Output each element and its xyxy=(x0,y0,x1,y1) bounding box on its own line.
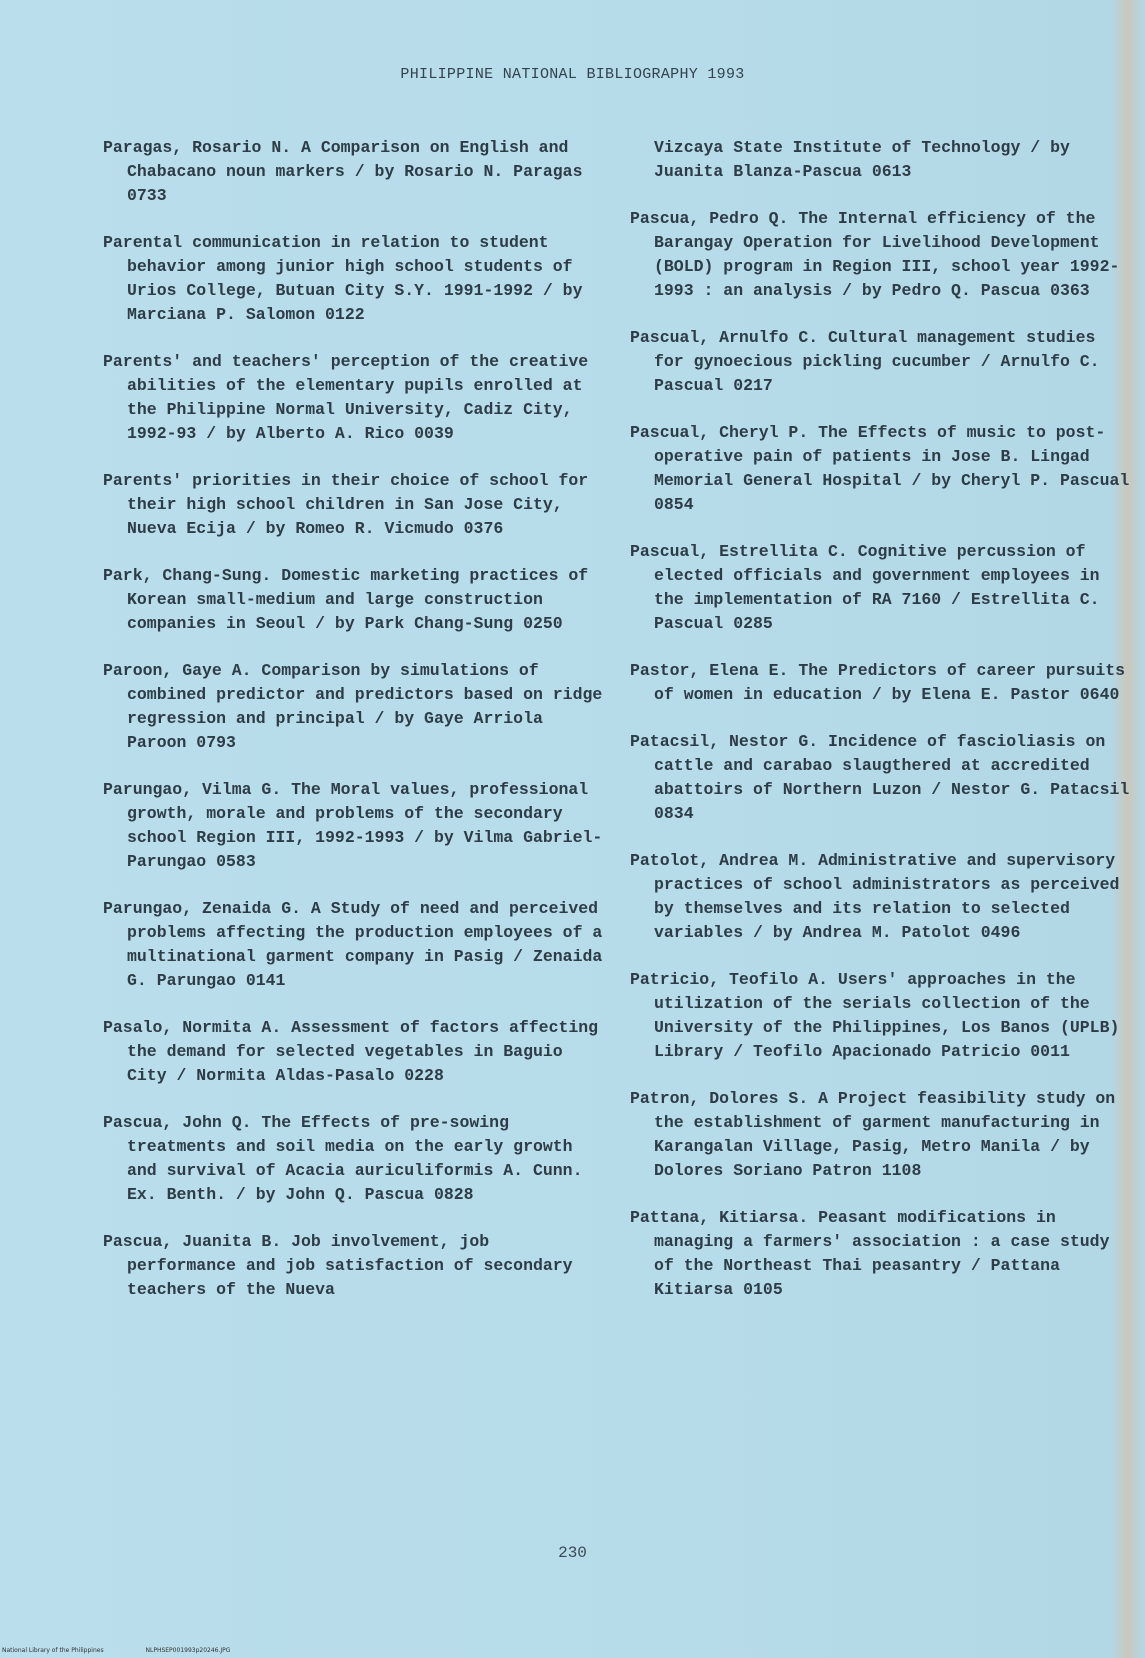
bibliography-entry: Parungao, Vilma G. The Moral values, professional growth, morale and problems of the secondary school Region III, 1992-1993 / by Vilma Gabriel-Parungao 0583 xyxy=(103,780,603,871)
bibliography-entry: Paragas, Rosario N. A Comparison on English and Chabacano noun markers / by Rosario N. Paragas 0733 xyxy=(103,138,583,205)
bibliography-entry-continued: Vizcaya State Institute of Technology / by Juanita Blanza-Pascua 0613 xyxy=(654,138,1070,181)
bibliography-entry: Pascua, Juanita B. Job involvement, job performance and job satisfaction of secondary teachers of the Nueva xyxy=(103,1232,573,1299)
bibliography-entry: Parungao, Zenaida G. A Study of need and perceived problems affecting the production employees of a multinational garment company in Pasig / Zenaida G. Parungao 0141 xyxy=(103,899,603,990)
bibliography-entry: Park, Chang-Sung. Domestic marketing practices of Korean small-medium and large construction companies in Seoul / by Park Chang-Sung 0250 xyxy=(103,566,589,633)
footer-library: National Library of the Philippines xyxy=(2,1647,104,1654)
bibliography-entry: Pasalo, Normita A. Assessment of factors affecting the demand for selected vegetables in Baguio City / Normita Aldas-Pasalo 0228 xyxy=(103,1018,599,1085)
bibliography-entry: Parents' and teachers' perception of the creative abilities of the elementary pupils enrolled at the Philippine Normal University, Cadiz City, 1992-93 / by Alberto A. Rico 0039 xyxy=(103,352,589,443)
left-column xyxy=(103,136,603,1325)
bibliography-entry: Patricio, Teofilo A. Users' approaches in the utilization of the serials collection of the University of the Philippines, Los Banos (UPLB) Library / Teofilo Apacionado Patricio 0011 xyxy=(630,970,1120,1061)
bibliography-entry: Patacsil, Nestor G. Incidence of fascioliasis on cattle and carabao slaugthered at accredited abattoirs of Northern Luzon / Nestor G. Patacsil 0834 xyxy=(630,732,1130,823)
bibliography-entry: Pascual, Estrellita C. Cognitive percussion of elected officials and government employees in the implementation of RA 7160 / Estrellita C. Pascual 0285 xyxy=(630,542,1100,633)
page-number: 230 xyxy=(558,1544,587,1562)
bibliography-entry: Parents' priorities in their choice of school for their high school children in San Jose City, Nueva Ecija / by Romeo R. Vicmudo 0376 xyxy=(103,471,589,538)
bibliography-entry: Pattana, Kitiarsa. Peasant modifications in managing a farmers' association : a case study of the Northeast Thai peasantry / Pattana Kitiarsa 0105 xyxy=(630,1208,1110,1299)
bibliography-entry: Patolot, Andrea M. Administrative and supervisory practices of school administrators as perceived by themselves and its relation to selected variables / by Andrea M. Patolot 0496 xyxy=(630,851,1120,942)
bibliography-entry: Parental communication in relation to student behavior among junior high school students of Urios College, Butuan City S.Y. 1991-1992 / by Marciana P. Salomon 0122 xyxy=(103,233,583,324)
bibliography-entry: Pascua, Pedro Q. The Internal efficiency of the Barangay Operation for Livelihood Development (BOLD) program in Region III, school year 1992-1993 : an analysis / by Pedro Q. Pascua 0363 xyxy=(630,209,1120,300)
running-header: PHILIPPINE NATIONAL BIBLIOGRAPHY 1993 xyxy=(400,66,745,83)
bibliography-entry: Pascual, Arnulfo C. Cultural management studies for gynoecious pickling cucumber / Arnulfo C. Pascual 0217 xyxy=(630,328,1100,395)
bibliography-entry: Pascua, John Q. The Effects of pre-sowing treatments and soil media on the early growth and survival of Acacia auriculiformis A. Cunn. Ex. Benth. / by John Q. Pascua 0828 xyxy=(103,1113,583,1204)
bibliography-entry: Pastor, Elena E. The Predictors of career pursuits of women in education / by Elena E. Pastor 0640 xyxy=(630,661,1126,704)
footer-file-id: NLPHSEP001993p20246.JPG xyxy=(145,1647,231,1654)
right-column xyxy=(630,136,1130,1325)
scan-footer xyxy=(2,1647,270,1654)
bibliography-entry: Patron, Dolores S. A Project feasibility study on the establishment of garment manufacturing in Karangalan Village, Pasig, Metro Manila / by Dolores Soriano Patron 1108 xyxy=(630,1089,1116,1180)
bibliography-entry: Pascual, Cheryl P. The Effects of music to post-operative pain of patients in Jose B. Lingad Memorial General Hospital / by Cheryl P. Pascual 0854 xyxy=(630,423,1130,514)
bibliography-entry: Paroon, Gaye A. Comparison by simulations of combined predictor and predictors based on ridge regression and principal / by Gaye Arriola Paroon 0793 xyxy=(103,661,603,752)
